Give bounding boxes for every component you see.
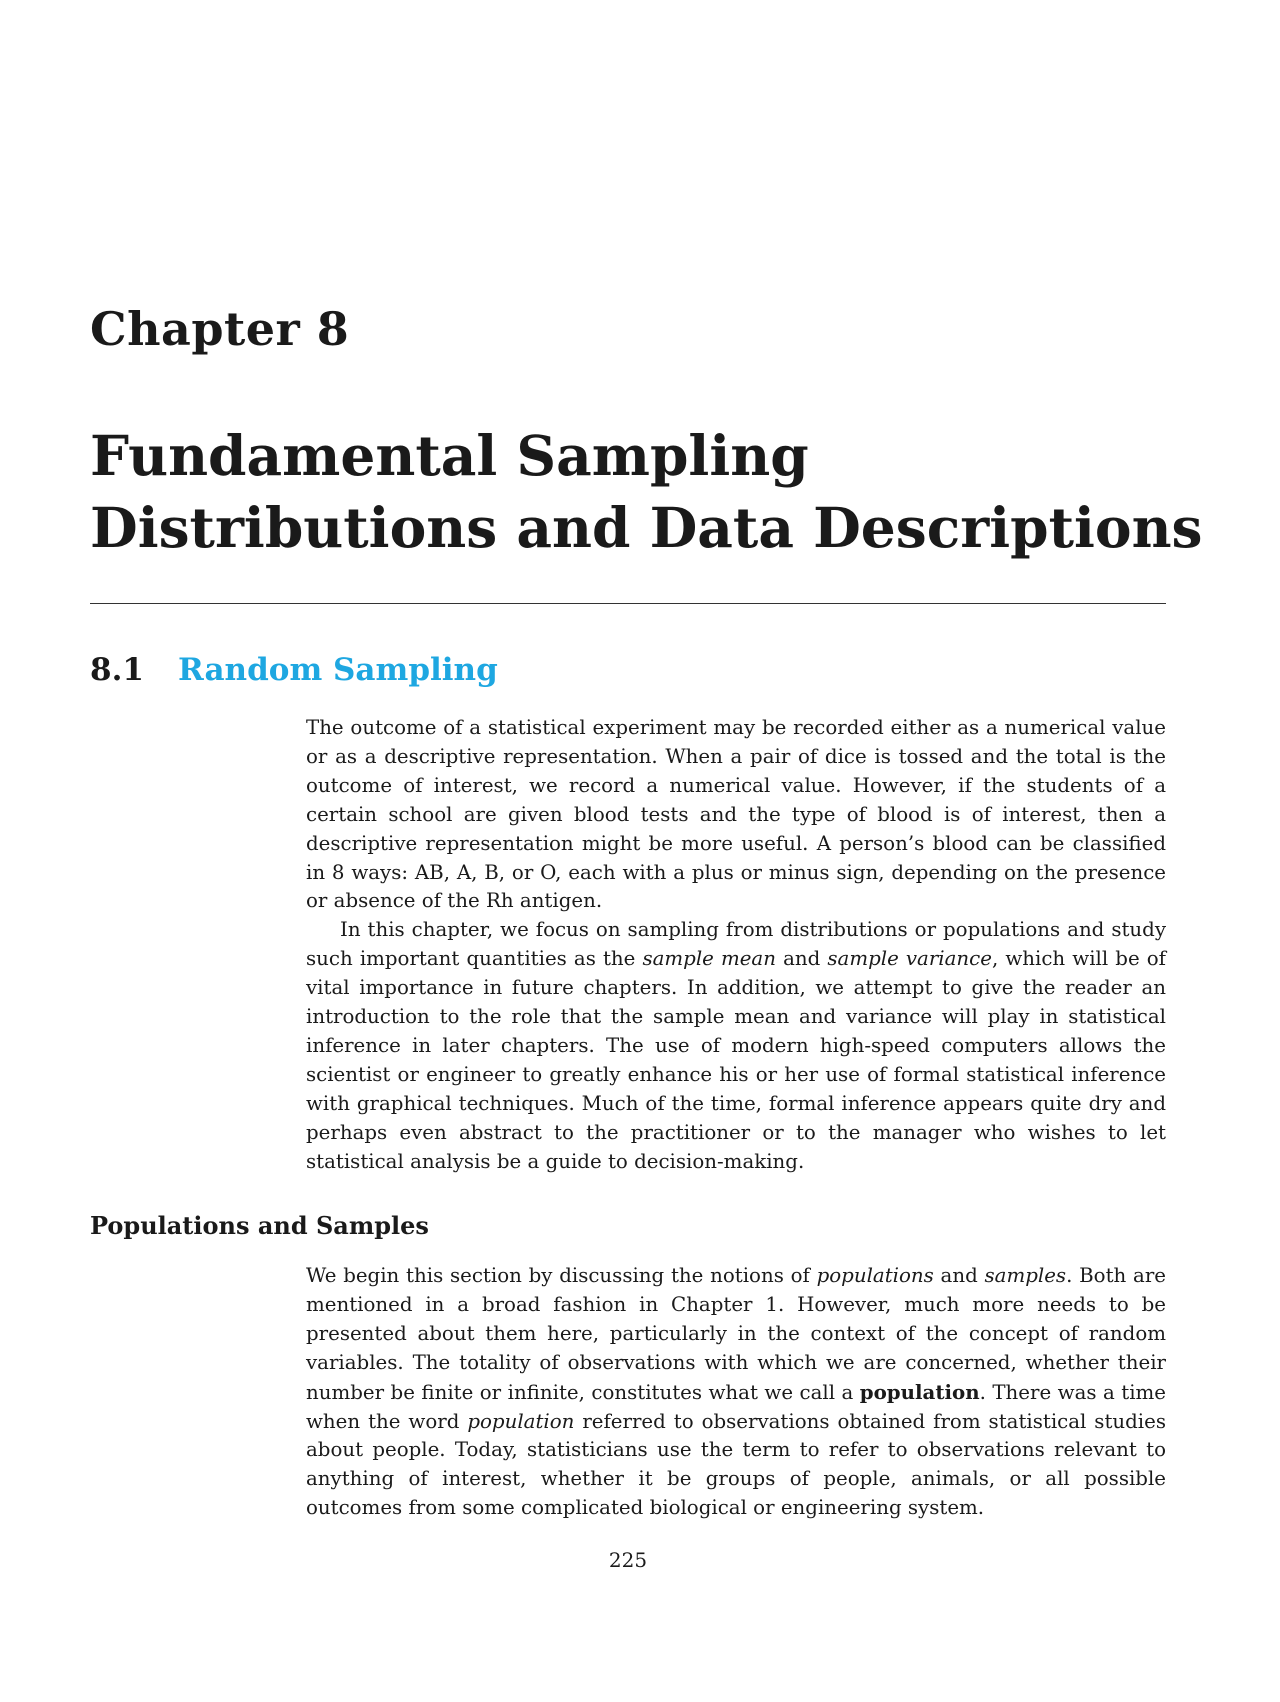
paragraph-3-text-1: We begin this section by discussing the notions of	[306, 1264, 817, 1287]
paragraph-3-emphasis-population: population	[467, 1409, 575, 1433]
paragraph-3-text-3: . Both are mentioned in a broad fashion in Chapter 1. However, much more needs to be presented about them here, particularly in the context of the concept of random variables. The totality of observations with which we are concerned, whether their number be finite or infinite, constitutes what we call a	[306, 1264, 1166, 1404]
paragraph-3-text-5: referred to observations obtained from statistical studies about people. Today, statisticians use the term to refer to observations relevant to anything of interest, whether it be groups of people, animals, or all possible outcomes from some complicated biological or engineering system.	[306, 1409, 1166, 1520]
paragraph-3-emphasis-populations: populations	[816, 1264, 934, 1287]
paragraph-3	[306, 1262, 1166, 1523]
page-number: 225	[608, 1548, 648, 1572]
subsection-body	[306, 1262, 1166, 1523]
paragraph-1: The outcome of a statistical experiment may be recorded either as a numerical value or as a descriptive representation. When a pair of dice is tossed and the total is the outcome of interest, we record a numerical value. However, if the students of a certain school are given blood tests and the type of blood is of interest, then a descriptive representation might be more useful. A person’s blood can be classified in 8 ways: AB, A, B, or O, each with a plus or minus sign, depending on the presence or absence of the Rh antigen.	[306, 716, 1166, 913]
paragraph-3-emphasis-samples: samples	[984, 1264, 1067, 1287]
paragraph-2-emphasis-sample-mean: sample mean	[642, 947, 776, 971]
paragraph-2-emphasis-sample-variance: sample variance	[827, 947, 992, 971]
chapter-title-line-1: Fundamental Sampling	[90, 423, 809, 488]
chapter-title-line-2: Distributions and Data Descriptions	[90, 495, 1203, 560]
chapter-label: Chapter 8	[90, 302, 350, 356]
paragraph-2	[306, 916, 1166, 1176]
subsection-heading: Populations and Samples	[90, 1211, 429, 1240]
section-title: Random Sampling	[178, 652, 498, 688]
section-number: 8.1	[90, 652, 144, 688]
paragraph-3-text-2: and	[933, 1264, 985, 1287]
section-body	[306, 714, 1166, 1177]
paragraph-3-bold-population: population	[859, 1379, 980, 1404]
chapter-title	[90, 420, 1210, 564]
section-heading	[90, 650, 498, 690]
chapter-divider	[90, 603, 1166, 604]
paragraph-2-text-3: , which will be of vital importance in future chapters. In addition, we attempt to give the reader an introduction to the role that the sample mean and variance will play in statistical inference in later chapters. The use of modern high-speed computers allows the scientist or engineer to greatly enhance his or her use of formal statistical inference with graphical techniques. Much of the time, formal inference appears quite dry and perhaps even abstract to the practitioner or to the manager who wishes to let statistical analysis be a guide to decision-making.	[306, 947, 1166, 1173]
paragraph-2-text-2: and	[775, 947, 828, 971]
paragraph-2-text-1: In this chapter, we focus on sampling from distributions or populations and study such important quantities as the	[306, 918, 1166, 971]
paragraph-3-text-4: . There was a time when the word	[306, 1380, 1167, 1433]
